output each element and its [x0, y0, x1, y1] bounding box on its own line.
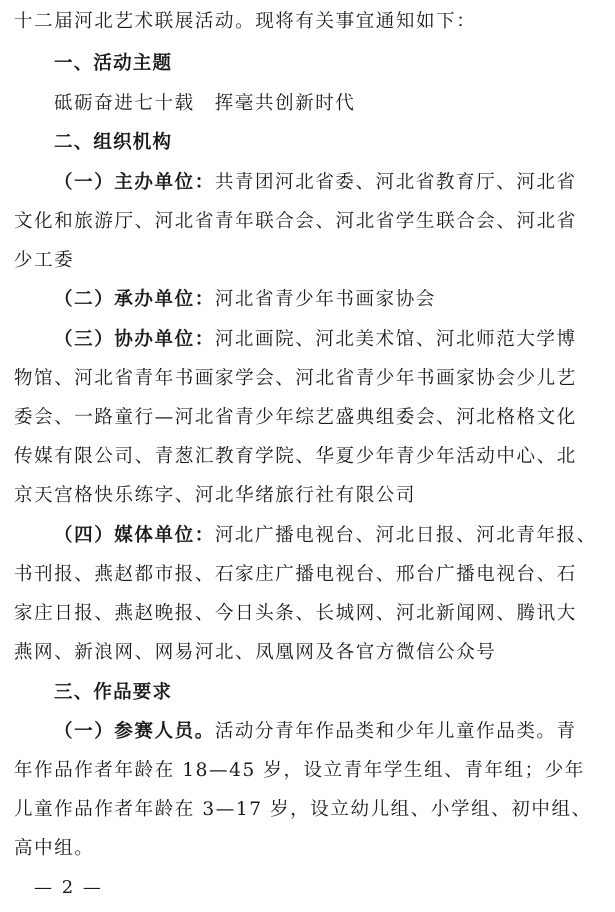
- intro-text: 十二届河北艺术联展活动。现将有关事宜通知如下：: [14, 11, 477, 32]
- co-organizer-line1: [54, 328, 615, 352]
- section3-heading: 三、作品要求: [54, 682, 173, 703]
- participants-label: （一）参赛人员。: [54, 721, 215, 742]
- media-line1: [54, 524, 615, 548]
- media-text: 河北广播电视台、河北日报、河北青年报、: [214, 525, 597, 546]
- co-organizer-line2: 物馆、河北省青年书画家学会、河北省青少年书画家协会少儿艺: [14, 368, 577, 389]
- participants-line4: 高中组。: [14, 838, 95, 859]
- co-organizer-label: （三）协办单位：: [54, 329, 215, 350]
- co-organizer-line3: 委会、一路童行—河北省青少年综艺盛典组委会、河北格格文化: [14, 407, 577, 428]
- participants-line3: 儿童作品作者年龄在 3—17 岁，设立幼儿组、小学组、初中组、: [14, 799, 592, 820]
- media-line3: 家庄日报、燕赵晚报、今日头条、长城网、河北新闻网、腾讯大: [14, 603, 577, 624]
- host-line2: 文化和旅游厅、河北省青年联合会、河北省学生联合会、河北省: [14, 211, 577, 232]
- organizer-text: 河北省青少年书画家协会: [214, 289, 436, 310]
- section2-heading: 二、组织机构: [54, 132, 173, 153]
- theme-text: 砥砺奋进七十载 挥毫共创新时代: [54, 93, 356, 114]
- media-label: （四）媒体单位：: [54, 525, 215, 546]
- host-text: 共青团河北省委、河北省教育厅、河北省: [214, 172, 577, 193]
- participants-line2: 年作品作者年龄在 18—45 岁，设立青年学生组、青年组；少年: [14, 760, 585, 781]
- section1-heading: 一、活动主题: [54, 53, 173, 74]
- participants-text: 活动分青年作品类和少年儿童作品类。青: [214, 721, 577, 742]
- organizer-line1: [54, 288, 615, 312]
- participants-line1: [54, 720, 615, 744]
- host-line3: 少工委: [14, 250, 75, 271]
- media-line4: 燕网、新浪网、网易河北、凤凰网及各官方微信公众号: [14, 642, 497, 663]
- co-organizer-line5: 京天宫格快乐练字、河北华绪旅行社有限公司: [14, 485, 417, 506]
- host-label: （一）主办单位：: [54, 172, 215, 193]
- media-line2: 书刊报、燕赵都市报、石家庄广播电视台、邢台广播电视台、石: [14, 564, 577, 585]
- co-organizer-text: 河北画院、河北美术馆、河北师范大学博: [214, 329, 577, 350]
- host-line1: [54, 171, 615, 195]
- co-organizer-line4: 传媒有限公司、青葱汇教育学院、华夏少年青少年活动中心、北: [14, 446, 577, 467]
- organizer-label: （二）承办单位：: [54, 289, 215, 310]
- page-number: — 2 —: [34, 877, 103, 898]
